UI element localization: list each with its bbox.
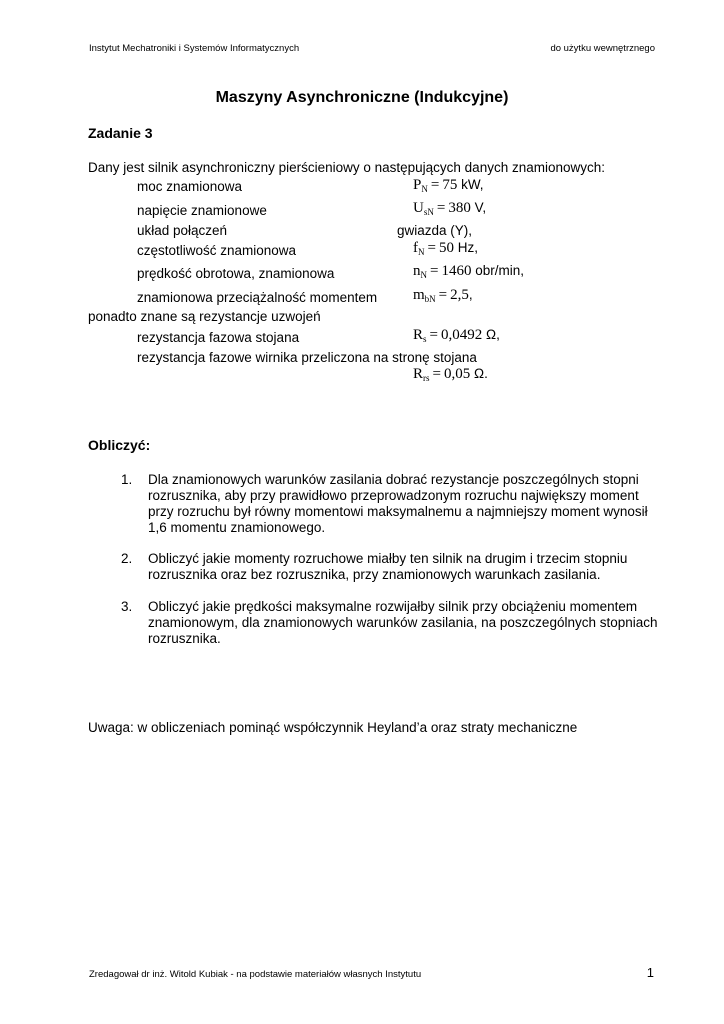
task-text: Obliczyć jakie momenty rozruchowe miałby ten silnik na drugim i trzecim stopniu rozrusznika oraz bez rozrusznika, przy znamionowych warunkach zasilania.: [148, 551, 628, 582]
param-label: napięcie znamionowe: [137, 203, 267, 218]
param-label: prędkość obrotowa, znamionowa: [137, 266, 335, 281]
compute-heading: Obliczyć:: [88, 437, 151, 453]
param-value: $m_{bN} = 2,5$,: [413, 287, 473, 304]
task-number: 3.: [121, 599, 133, 614]
resistance-label: rezystancja fazowa stojana: [137, 330, 300, 345]
param-value: $n_N = 1460$ obr/min,: [413, 263, 524, 280]
resistance-value: $R_{rs} = 0,05$ Ω.: [413, 366, 488, 383]
param-value: $U_{sN} = 380$ V,: [413, 200, 487, 217]
param-value: $P_N = 75$ kW,: [413, 177, 484, 194]
param-value: gwiazda (Y),: [397, 223, 473, 238]
task-number: 2.: [121, 551, 133, 566]
header-institute: Instytut Mechatroniki i Systemów Informatycznych: [89, 43, 300, 54]
param-label: częstotliwość znamionowa: [137, 243, 297, 258]
note-text: Uwaga: w obliczeniach pominąć współczynnik Heyland’a oraz straty mechaniczne: [88, 720, 578, 735]
page-title: Maszyny Asynchroniczne (Indukcyjne): [215, 89, 509, 106]
task-heading: Zadanie 3: [88, 125, 153, 141]
task-text: Obliczyć jakie prędkości maksymalne rozwijałby silnik przy obciążeniu momentem znamionowym, dla znamionowych warunków zasilania, na poszczególnych stopniach rozrusznika.: [148, 599, 658, 646]
resistance-intro: ponadto znane są rezystancje uzwojeń: [88, 309, 321, 324]
resistance-value: $R_s = 0,0492$ Ω,: [413, 327, 500, 344]
task-number: 1.: [121, 472, 133, 487]
page-number: 1: [646, 965, 654, 980]
task-text: Dla znamionowych warunków zasilania dobrać rezystancje poszczególnych stopni rozrusznika, aby przy prawidłowo przeprowadzonym rozruchu największy moment przy rozruchu był równy momentowi maksymalnemu a najmniejszy moment wynosił 1,6 momentu znamionowego.: [148, 472, 648, 535]
intro-text: Dany jest silnik asynchroniczny pierścieniowy o następujących danych znamionowych:: [88, 160, 606, 175]
param-label: moc znamionowa: [137, 179, 243, 194]
footer-author: Zredagował dr inż. Witold Kubiak - na podstawie materiałów własnych Instytutu: [89, 969, 422, 980]
param-value: $f_N = 50$ Hz,: [413, 240, 478, 257]
resistance-label: rezystancja fazowe wirnika przeliczona na stronę stojana: [137, 350, 477, 365]
param-label: znamionowa przeciążalność momentem: [137, 290, 378, 305]
header-usage-note: do użytku wewnętrznego: [550, 43, 655, 54]
param-label: układ połączeń: [137, 223, 228, 238]
